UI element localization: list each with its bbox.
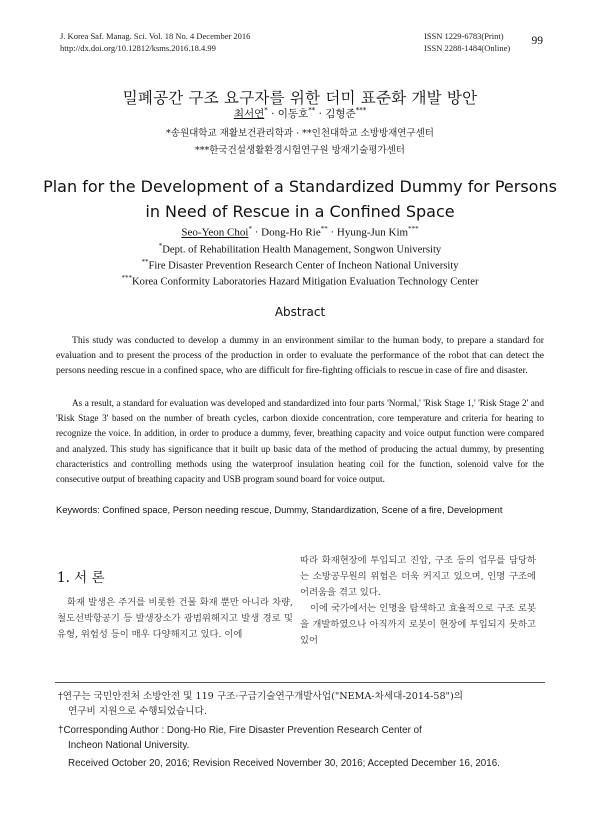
english-authors: [0, 225, 600, 239]
english-author-3: Hyung-Jun Kim: [336, 226, 409, 239]
english-author-1: Seo-Yeon Choi: [181, 226, 249, 239]
journal-header-right: [424, 30, 510, 54]
abstract-heading: Abstract: [274, 305, 326, 319]
page-number: 99: [531, 35, 543, 47]
issn-online: ISSN 2288-1484(Online): [424, 43, 511, 53]
aff-mark: ***: [121, 274, 132, 282]
korean-author-1: 최서연: [233, 108, 265, 120]
footnote-line: †Corresponding Author : Dong-Ho Rie, Fire Disaster Prevention Research Center of: [58, 725, 422, 736]
author-separator: ·: [330, 226, 335, 239]
korean-author-3-mark: ***: [355, 106, 367, 115]
body-column-right: [300, 553, 536, 649]
english-author-2-mark: **: [320, 225, 328, 233]
aff-mark: *: [158, 242, 163, 250]
footnote-line: 연구비 지원으로 수행되었습니다.: [68, 706, 207, 717]
abstract-paragraph-2: [56, 396, 544, 487]
aff-mark: **: [141, 258, 149, 266]
body-text: 화재 발생은 주거를 비롯한 건물 화재 뿐만 아니라 차량, 철도선박항공기 등 발생장소가 광범위해지고 발생 경로 및 유형, 위험성 등이 매우 다양해지고 있다. 이에: [57, 597, 293, 640]
aff-text: Dept. of Rehabilitation Health Management, Songwon University: [162, 244, 442, 256]
english-affiliation-1: [0, 242, 600, 256]
corresponding-author-footnote: [58, 723, 548, 753]
aff-text: Fire Disaster Prevention Research Center of Incheon National University: [148, 260, 459, 272]
body-text: 이에 국가에서는 인명을 탐색하고 효율적으로 구조 로봇을 개발하였으나 아직까지 로봇이 현장에 투입되지 못하고 있어: [300, 603, 536, 646]
footnote-line: Incheon National University.: [68, 740, 190, 751]
doi-link[interactable]: http://dx.doi.org/10.12812/ksms.2016.18.4.99: [60, 43, 216, 53]
abstract-paragraph-1: [56, 333, 544, 379]
english-author-3-mark: ***: [408, 225, 419, 233]
author-separator: ·: [254, 226, 259, 239]
section-title: 1. 서 론: [57, 570, 105, 586]
aff-text: Korea Conformity Laboratories Hazard Mitigation Evaluation Technology Center: [132, 276, 479, 288]
english-title-line-1: Plan for the Development of a Standardized Dummy for Persons: [43, 177, 557, 196]
body-column-left: [57, 595, 293, 643]
english-affiliation-2: [0, 258, 600, 272]
journal-citation: J. Korea Saf. Manag. Sci. Vol. 18 No. 4 December 2016: [60, 31, 251, 41]
keywords: Keywords: Confined space, Person needing rescue, Dummy, Standardization, Scene of a fire, Development: [56, 504, 503, 515]
korean-author-1-mark: *: [264, 106, 268, 115]
korean-authors: [0, 106, 600, 121]
korean-author-2-mark: **: [308, 106, 316, 115]
english-author-2: Dong-Ho Rie: [261, 226, 321, 239]
english-affiliation-3: [0, 274, 600, 288]
korean-author-3: 김형준: [325, 108, 356, 120]
issn-print: ISSN 1229-6783(Print): [424, 31, 504, 41]
footnote-line: †연구는 국민안전처 소방안전 및 119 구조·구급기술연구개발사업("NEMA-차세대-2014-58")의: [58, 691, 463, 702]
english-author-1-mark: *: [248, 225, 252, 233]
korean-title: 밀폐공간 구조 요구자를 위한 더미 표준화 개발 방안: [122, 89, 478, 107]
footnote-divider: [55, 682, 545, 683]
author-separator: ·: [271, 108, 275, 120]
korean-affiliation-1: *송원대학교 재활보건관리학과 · **인천대학교 소방방재연구센터: [166, 128, 434, 139]
author-separator: ·: [318, 108, 322, 120]
korean-author-2: 이동호: [277, 108, 309, 120]
funding-footnote: [58, 689, 548, 719]
korean-affiliation-2: ***한국건설생활환경시험연구원 방재기술평가센터: [195, 145, 405, 156]
abstract-text: This study was conducted to develop a dummy in an environment similar to the human body, to prepare a standard for evaluation and to present the process of the production in order to evaluate the performance of the robot that can detect the persons needing rescue in a confined space, who are difficult for fire-fighting officials to rescue in case of fire and disaster.: [56, 335, 544, 377]
received-dates: Received October 20, 2016; Revision Received November 30, 2016; Accepted December 16, 2016.: [68, 758, 500, 769]
body-text: 따라 화재현장에 투입되고 진압, 구조 등의 업무를 담당하는 소방공무원의 위험은 더욱 커지고 있으며, 인명 구조에 어려움을 겪고 있다.: [300, 555, 536, 598]
english-title-line-2: in Need of Rescue in a Confined Space: [145, 202, 455, 221]
abstract-text: As a result, a standard for evaluation was developed and standardized into four parts 'Normal,' 'Risk Stage 1,' 'Risk Stage 2' and 'Risk Stage 3' based on the number of breath cycles, carbon dioxide concentration, core temperature and criteria for hearing to recognize the voice. In addition, in order to produce a dummy, fever, breathing capacity and voice output function were compared and analyzed. This study has significance that it built up basic data of the method of producing the actual dummy, by presenting characteristics and controlling methods using the waterproof insulation heating coil for the function, solenoid valve for the consecutive output of breathing capacity and USB program sound board for voice output.: [56, 398, 544, 485]
journal-header-left: [60, 30, 250, 54]
